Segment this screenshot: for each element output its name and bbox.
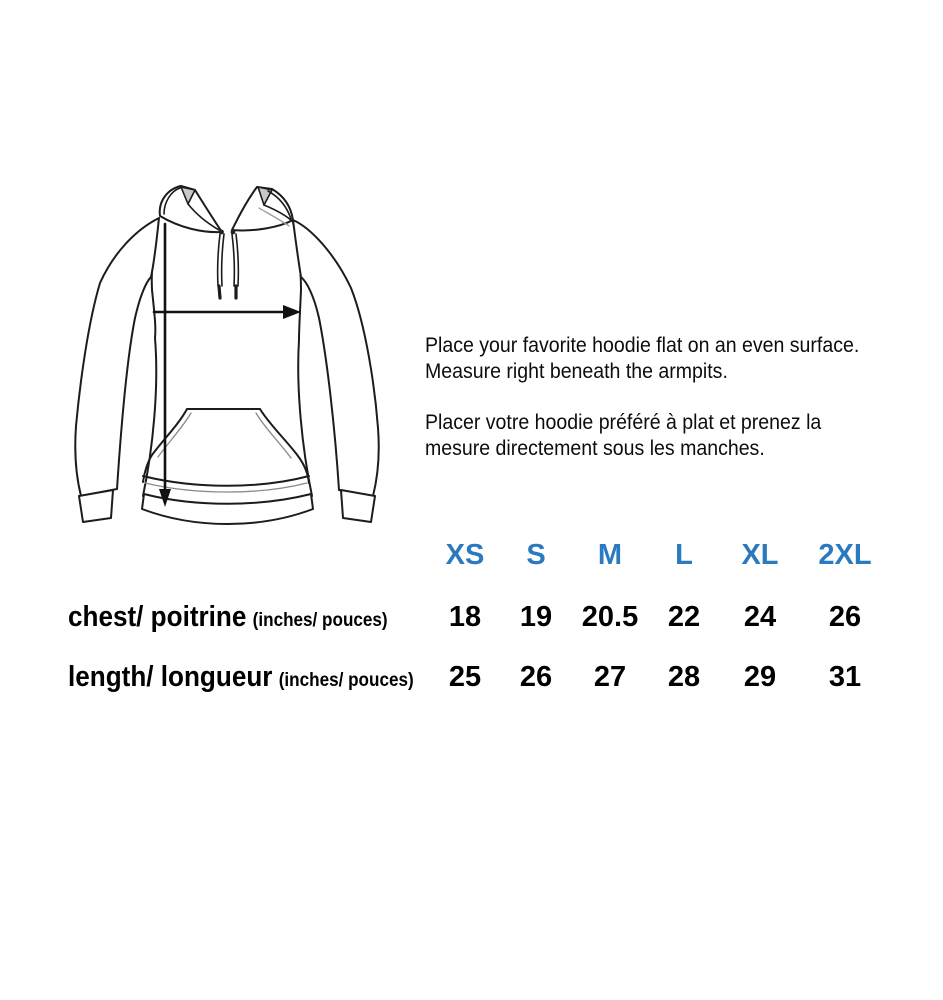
chest-row-unit: (inches/ pouces) [252,610,388,631]
chest-value-m: 20.5 [581,601,639,633]
instructions-english-line-2: Measure right beneath the armpits. [425,360,728,383]
length-value-xl: 29 [743,661,777,693]
chest-row-label-line [68,602,388,632]
measurement-instructions [425,333,859,462]
length-row-unit: (inches/ pouces) [278,670,414,691]
chest-row-label: chest/ poitrine [68,601,247,633]
hoodie-measurement-diagram [55,178,395,538]
size-header-m: M [597,539,623,571]
length-value-l: 28 [667,661,701,693]
hoodie-cuff-left [79,490,113,522]
chest-value-l: 22 [667,601,701,633]
instructions-english-line-1: Place your favorite hoodie flat on an even surface. [425,334,860,357]
size-header-2xl: 2XL [818,539,872,571]
length-row-label: length/ longueur [68,661,273,693]
size-header-xs: XS [445,539,485,571]
size-table-header [430,540,890,570]
length-value-m: 27 [593,661,627,693]
chest-row-values [430,602,890,632]
length-row-label-line [68,662,414,692]
size-header-s: S [526,539,546,571]
chest-value-2xl: 26 [828,601,862,633]
hoodie-sleeve-right [293,220,379,496]
hoodie-body-fill [143,225,312,496]
hoodie-sleeve-left [75,218,159,496]
hoodie-cuff-right [341,490,375,522]
chest-value-xs: 18 [448,601,482,633]
instructions-english [425,333,859,385]
chest-value-s: 19 [519,601,553,633]
length-value-xs: 25 [448,661,482,693]
instructions-french-line-2: mesure directement sous les manches. [425,437,765,460]
length-row-values [430,662,890,692]
chest-value-xl: 24 [743,601,777,633]
size-header-xl: XL [741,539,779,571]
instructions-french-line-1: Placer votre hoodie préféré à plat et prenez la [425,411,822,434]
size-header-l: L [675,539,693,571]
instructions-french [425,410,859,462]
length-value-2xl: 31 [828,661,862,693]
length-value-s: 26 [519,661,553,693]
